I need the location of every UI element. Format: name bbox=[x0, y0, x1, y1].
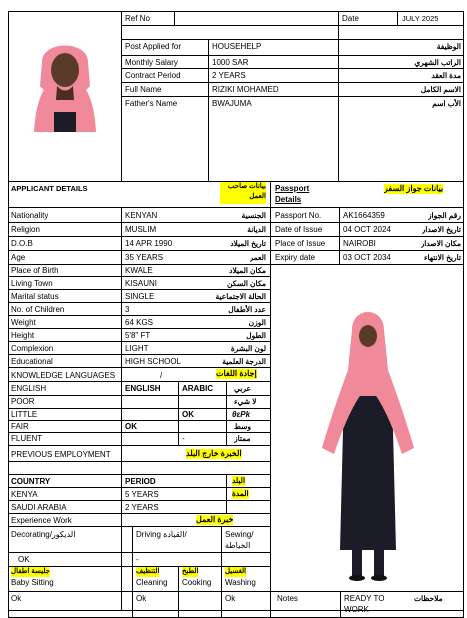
issue-place-ar: مكان الاصدار bbox=[420, 239, 461, 248]
experience-title: Experience Work bbox=[11, 516, 72, 525]
education-ar: الدرجة العلمية bbox=[222, 357, 266, 366]
employment-period: 2 YEARS bbox=[125, 503, 159, 512]
salary-ar: الراتب الشهري bbox=[414, 58, 461, 67]
rule bbox=[270, 181, 271, 617]
driving-label: Driving القيادة/ bbox=[136, 530, 187, 539]
cleaning-label: Cleaning bbox=[136, 578, 168, 587]
contract-label: Contract Period bbox=[125, 71, 181, 80]
lang-fair-english: OK bbox=[125, 422, 137, 431]
name-ar: الاسم الكامل bbox=[420, 85, 461, 94]
rule bbox=[178, 381, 179, 445]
cleaning-ar: التنظيف bbox=[136, 568, 160, 575]
applicant-title-ar: بيانات صاحب العمل bbox=[220, 182, 266, 204]
rule bbox=[8, 474, 270, 475]
rule bbox=[8, 276, 270, 277]
rule bbox=[8, 315, 270, 316]
father-value: BWAJUMA bbox=[212, 99, 252, 108]
lang-row-label: ENGLISH bbox=[11, 384, 47, 393]
employment-title-ar: الخبرة خارج البلد bbox=[186, 449, 242, 458]
rule bbox=[8, 302, 270, 303]
baby-value: Ok bbox=[11, 594, 22, 603]
rule bbox=[8, 591, 464, 592]
complexion-ar: لون البشرة bbox=[230, 344, 266, 353]
rule bbox=[121, 25, 463, 26]
rule bbox=[8, 236, 464, 237]
height-ar: الطول bbox=[246, 331, 266, 340]
birthplace-value: KWALE bbox=[125, 266, 153, 275]
rule bbox=[8, 222, 464, 223]
rule bbox=[208, 39, 209, 181]
rule bbox=[339, 207, 340, 264]
employment-period: 5 YEARS bbox=[125, 490, 159, 499]
salary-label: Monthly Salary bbox=[125, 58, 178, 67]
rule bbox=[338, 11, 339, 181]
date-value: JULY 2025 bbox=[402, 14, 439, 23]
height-value: 5'8" FT bbox=[125, 331, 151, 340]
rule bbox=[8, 513, 270, 514]
rule bbox=[132, 526, 133, 617]
education-label: Educational bbox=[11, 357, 53, 366]
period-header-ar: المدة bbox=[232, 489, 249, 498]
rule bbox=[8, 526, 270, 527]
notes-label: Notes bbox=[277, 594, 298, 603]
education-value: HIGH SCHOOL bbox=[125, 357, 182, 366]
dob-ar: تاريخ الميلاد bbox=[230, 239, 266, 248]
rule bbox=[121, 11, 122, 181]
rule bbox=[121, 55, 463, 56]
experience-title-ar: خبرة العمل bbox=[196, 515, 234, 524]
lang-little-ar: θεΡk bbox=[232, 410, 251, 419]
religion-value: MUSLIM bbox=[125, 225, 157, 234]
expiry-label: Expiry date bbox=[275, 253, 316, 262]
salary-value: 1000 SAR bbox=[212, 58, 249, 67]
washing-ar: الغسيل bbox=[225, 568, 247, 575]
notes-ar: ملاحظات bbox=[414, 594, 443, 603]
rule bbox=[8, 381, 270, 382]
full-body-photo bbox=[318, 300, 418, 582]
contract-ar: مدة العقد bbox=[431, 71, 461, 80]
portrait-photo bbox=[12, 26, 118, 132]
weight-ar: الوزن bbox=[248, 318, 266, 327]
weight-label: Weight bbox=[11, 318, 36, 327]
rule bbox=[178, 566, 179, 617]
birthplace-label: Place of Birth bbox=[11, 266, 59, 275]
religion-ar: الديانة bbox=[247, 225, 266, 234]
washing-label: Washing bbox=[225, 578, 256, 587]
cooking-label: Cooking bbox=[182, 578, 212, 587]
post-value: HOUSEHELP bbox=[212, 42, 262, 51]
period-header: PERIOD bbox=[125, 477, 156, 486]
rule bbox=[8, 367, 270, 368]
dob-label: D.O.B bbox=[11, 239, 33, 248]
rule bbox=[397, 11, 398, 25]
lang-fluent-ar: ممتاز bbox=[234, 434, 251, 443]
post-ar: الوظيفة bbox=[436, 42, 461, 51]
lang-fluent-arabic: - bbox=[182, 434, 185, 443]
rule bbox=[226, 381, 227, 445]
rule bbox=[121, 96, 463, 97]
passport-title-ar: بيانات جواز السفر bbox=[384, 184, 444, 193]
living-town-value: KISAUNI bbox=[125, 279, 158, 288]
lang-arabic-ar: عربي bbox=[234, 384, 251, 393]
decorating-label: Decorating/الديكور bbox=[11, 530, 76, 539]
rule bbox=[8, 289, 270, 290]
employment-title: PREVIOUS EMPLOYMENT bbox=[11, 450, 111, 459]
rule bbox=[8, 408, 270, 409]
rule bbox=[174, 11, 175, 25]
rule bbox=[121, 82, 463, 83]
age-label: Age bbox=[11, 253, 26, 262]
lang-english-header: ENGLISH bbox=[125, 384, 161, 393]
rule bbox=[221, 526, 222, 617]
sewing-label: Sewing/ الخياطة bbox=[225, 530, 254, 550]
passport-no-label: Passport No. bbox=[275, 211, 322, 220]
expiry-ar: تاريخ الانتهاء bbox=[424, 253, 461, 262]
rule bbox=[8, 500, 270, 501]
children-value: 3 bbox=[125, 305, 130, 314]
expiry-value: 03 OCT 2034 bbox=[343, 253, 391, 262]
rule bbox=[8, 395, 270, 396]
country-header: COUNTRY bbox=[11, 477, 51, 486]
cleaning-value: Ok bbox=[136, 594, 147, 603]
rule bbox=[121, 39, 463, 40]
passport-no-value: AK1664359 bbox=[343, 211, 385, 220]
languages-title-ar: إجادة اللغات bbox=[216, 369, 257, 378]
nationality-value: KENYAN bbox=[125, 211, 158, 220]
father-label: Father's Name bbox=[125, 99, 178, 108]
rule bbox=[8, 487, 270, 488]
languages-title: KNOWLEDGE LANGUAGES bbox=[11, 371, 116, 380]
living-town-label: Living Town bbox=[11, 279, 53, 288]
rule bbox=[8, 354, 270, 355]
lang-fluent-label: FLUENT bbox=[11, 434, 43, 443]
ref-label: Ref No bbox=[125, 14, 150, 23]
lang-arabic-header: ARABIC bbox=[182, 384, 214, 393]
name-value: RIZIKI MOHAMED bbox=[212, 85, 279, 94]
baby-ar: جليسة اطفال bbox=[11, 568, 50, 575]
rule bbox=[8, 420, 270, 421]
date-label: Date bbox=[342, 14, 359, 23]
birthplace-ar: مكان الميلاد bbox=[229, 266, 266, 275]
frame-right bbox=[463, 11, 464, 617]
rule bbox=[8, 250, 464, 251]
rule bbox=[340, 591, 341, 617]
lang-fair-ar: وسط bbox=[234, 422, 252, 431]
marital-label: Marital status bbox=[11, 292, 59, 301]
decorating-value: OK bbox=[18, 555, 30, 564]
issue-date-ar: تاريخ الاصدار bbox=[421, 225, 461, 234]
lang-poor-label: POOR bbox=[11, 397, 35, 406]
baby-label: Baby Sitting bbox=[11, 578, 54, 587]
applicant-title: APPLICANT DETAILS bbox=[11, 184, 88, 193]
country-header-ar: البلد bbox=[232, 476, 246, 485]
cooking-ar: الطبخ bbox=[182, 568, 199, 575]
children-label: No. of Children bbox=[11, 305, 65, 314]
rule bbox=[8, 461, 270, 462]
employment-country: KENYA bbox=[11, 490, 38, 499]
lang-little-label: LITTLE bbox=[11, 410, 38, 419]
contract-value: 2 YEARS bbox=[212, 71, 246, 80]
age-ar: العمر bbox=[249, 253, 266, 262]
lang-little-arabic: OK bbox=[182, 410, 194, 419]
age-value: 35 YEARS bbox=[125, 253, 164, 262]
rule bbox=[8, 328, 270, 329]
post-label: Post Applied for bbox=[125, 42, 182, 51]
dob-value: 14 APR 1990 bbox=[125, 239, 173, 248]
rule bbox=[8, 264, 464, 265]
religion-label: Religion bbox=[11, 225, 40, 234]
complexion-value: LIGHT bbox=[125, 344, 149, 353]
cooking-value: Ok bbox=[225, 594, 236, 603]
lang-fair-label: FAIR bbox=[11, 422, 29, 431]
rule bbox=[8, 207, 464, 208]
complexion-label: Complexion bbox=[11, 344, 54, 353]
rule bbox=[121, 68, 463, 69]
marital-ar: الحالة الاجتماعية bbox=[215, 292, 266, 301]
driving-value: - bbox=[136, 555, 139, 564]
rule bbox=[8, 341, 270, 342]
issue-place-value: NAIROBI bbox=[343, 239, 376, 248]
children-ar: عدد الأطفال bbox=[228, 305, 266, 314]
nationality-label: Nationality bbox=[11, 211, 49, 220]
marital-value: SINGLE bbox=[125, 292, 155, 301]
passport-no-ar: رقم الجواز bbox=[427, 211, 461, 220]
notes-value: READY TO WORK bbox=[344, 594, 385, 614]
rule bbox=[226, 474, 227, 513]
name-label: Full Name bbox=[125, 85, 162, 94]
languages-slash: / bbox=[160, 371, 163, 380]
rule bbox=[8, 552, 270, 553]
rule bbox=[8, 432, 270, 433]
employment-country: SAUDI ARABIA bbox=[11, 503, 67, 512]
lang-poor-ar: لا شيء bbox=[234, 397, 257, 406]
living-town-ar: مكان السكن bbox=[227, 279, 266, 288]
rule bbox=[8, 445, 270, 446]
weight-value: 64 KGS bbox=[125, 318, 154, 327]
frame-top bbox=[8, 11, 464, 12]
nationality-ar: الجنسية bbox=[241, 211, 266, 220]
issue-date-label: Date of Issue bbox=[275, 225, 323, 234]
issue-place-label: Place of Issue bbox=[275, 239, 326, 248]
issue-date-value: 04 OCT 2024 bbox=[343, 225, 391, 234]
height-label: Height bbox=[11, 331, 35, 340]
father-ar: الأب اسم bbox=[432, 99, 461, 108]
passport-title: Passport Details bbox=[275, 184, 310, 204]
